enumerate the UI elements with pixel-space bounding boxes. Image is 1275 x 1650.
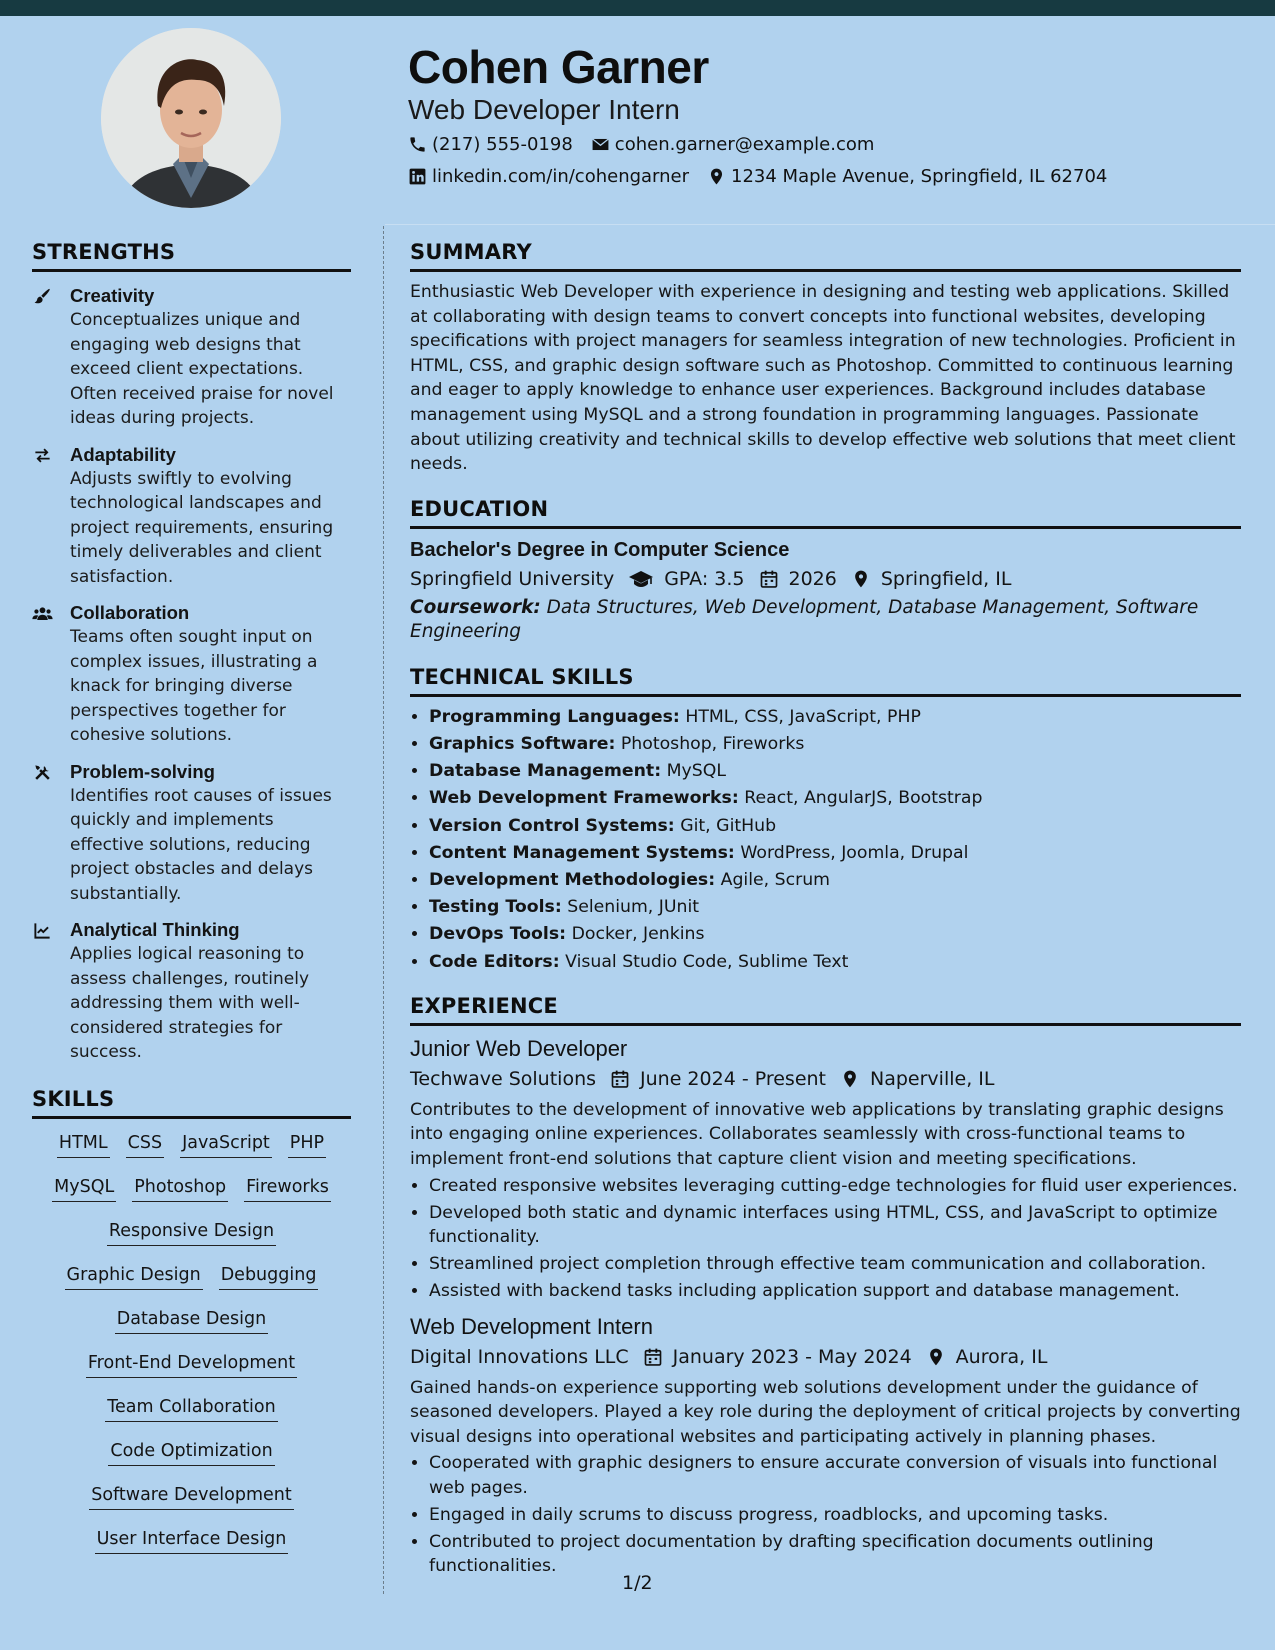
strength-title: Collaboration: [70, 602, 190, 623]
column-divider: [383, 226, 384, 1594]
arrows-exchange-icon: [32, 446, 53, 465]
strength-title: Adaptability: [70, 443, 176, 465]
skill-tag: Code Optimization: [108, 1439, 274, 1466]
left-column: [32, 240, 351, 1554]
gpa: GPA: 3.5: [664, 567, 745, 590]
job-meta: [410, 1068, 1241, 1090]
skill-tag: Photoshop: [132, 1175, 228, 1202]
top-bar: [0, 0, 1275, 16]
tools-icon: [32, 763, 53, 782]
skill-tag: HTML: [57, 1131, 110, 1158]
strength-description: Adjusts swiftly to evolving technological landscapes and project requirements, ensuring timely deliverables and client satisfaction.: [70, 468, 334, 587]
list-item: • Graphics Software: Photoshop, Fireworks: [429, 732, 1241, 756]
coursework: Coursework: Data Structures, Web Development, Database Management, Software Engineering: [410, 596, 1199, 643]
header-divider: [385, 224, 1275, 225]
skill-tag: PHP: [288, 1131, 326, 1158]
envelope-icon: [591, 135, 610, 154]
technical-skills-heading: TECHNICAL SKILLS: [410, 665, 1241, 697]
paintbrush-icon: [32, 287, 53, 306]
school-name: Springfield University: [410, 567, 615, 590]
skill-tag: Graphic Design: [65, 1263, 203, 1290]
list-item: • Testing Tools: Selenium, JUnit: [429, 895, 1241, 919]
graduation-year: 2026: [788, 567, 837, 590]
job-bullets: [410, 1174, 1241, 1304]
contact-linkedin[interactable]: linkedin.com/in/cohengarner: [408, 166, 689, 187]
list-item: • Web Development Frameworks: React, AngularJS, Bootstrap: [429, 786, 1241, 810]
strength-title: Creativity: [70, 285, 155, 306]
strength-item: [32, 443, 351, 590]
technical-skills-section: [410, 665, 1241, 974]
skill-tag: Team Collaboration: [105, 1395, 277, 1422]
map-pin-icon: [926, 1347, 946, 1367]
right-column: [410, 240, 1241, 1581]
skill-tag: Fireworks: [244, 1175, 331, 1202]
job-entry: [410, 1036, 1241, 1304]
summary-heading: SUMMARY: [410, 240, 1241, 272]
list-item: • Programming Languages: HTML, CSS, JavaScript, PHP: [429, 705, 1241, 729]
job-title: Junior Web Developer: [410, 1035, 628, 1061]
linkedin-icon: [408, 167, 427, 186]
strength-title: Problem-solving: [70, 760, 215, 782]
candidate-title: Web Developer Intern: [408, 94, 680, 125]
job-bullets: [410, 1451, 1241, 1578]
list-item: • Engaged in daily scrums to discuss progress, roadblocks, and upcoming tasks.: [429, 1503, 1241, 1527]
degree-title: Bachelor's Degree in Computer Science: [410, 538, 790, 561]
list-item: • Developed both static and dynamic interfaces using HTML, CSS, and JavaScript to optimize functionality.: [429, 1201, 1241, 1249]
strength-description: Conceptualizes unique and engaging web designs that exceed client expectations. Often received praise for novel ideas during projects.: [70, 310, 334, 428]
summary-text: Enthusiastic Web Developer with experience in designing and testing web applications. Skilled at collaborating with design teams to convert concepts into functional websites, developing specifications with project managers for seamless integration of new technologies. Proficient in HTML, CSS, and graphic design software such as Photoshop. Committed to continuous learning and eager to apply knowledge to enhance user experiences. Background includes database management using MySQL and a strong foundation in programming languages. Passionate about utilizing creativity and technical skills to develop effective web solutions that meet client needs.: [410, 282, 1236, 475]
skills-tags: [32, 1131, 351, 1554]
skill-tag: JavaScript: [180, 1131, 272, 1158]
strength-item: [32, 601, 351, 748]
education-heading: EDUCATION: [410, 497, 1241, 529]
job-location: Naperville, IL: [870, 1067, 995, 1090]
job-dates: June 2024 - Present: [640, 1067, 827, 1090]
list-item: • Streamlined project completion through effective team communication and collaboration.: [429, 1252, 1241, 1276]
job-location: Aurora, IL: [955, 1345, 1048, 1368]
job-dates: January 2023 - May 2024: [672, 1345, 912, 1368]
company-name: Techwave Solutions: [410, 1067, 597, 1090]
list-item: • Version Control Systems: Git, GitHub: [429, 814, 1241, 838]
skill-tag: Front-End Development: [86, 1351, 297, 1378]
list-item: • Code Editors: Visual Studio Code, Sublime Text: [429, 950, 1241, 974]
list-item: • Contributed to project documentation by drafting specification documents outlining functionalities.: [429, 1530, 1241, 1578]
strength-description: Teams often sought input on complex issues, illustrating a knack for bringing diverse perspectives together for cohesive solutions.: [70, 627, 318, 745]
list-item: • Created responsive websites leveraging cutting-edge technologies for fluid user experiences.: [429, 1174, 1241, 1198]
skills-heading: SKILLS: [32, 1087, 351, 1119]
skill-tag: MySQL: [52, 1175, 116, 1202]
experience-section: [410, 994, 1241, 1579]
users-icon: [32, 604, 53, 623]
list-item: • Cooperated with graphic designers to ensure accurate conversion of visuals into functional web pages.: [429, 1451, 1241, 1499]
calendar-icon: [759, 569, 779, 589]
candidate-name: Cohen Garner: [408, 41, 709, 93]
map-pin-icon: [851, 569, 871, 589]
skill-tag: Responsive Design: [107, 1219, 276, 1246]
education-meta: [410, 568, 1241, 590]
profile-photo: [101, 28, 281, 208]
company-name: Digital Innovations LLC: [410, 1345, 629, 1368]
calendar-icon: [643, 1347, 663, 1367]
job-summary: Contributes to the development of innovative web applications by translating graphic designs into engaging online experiences. Collaborates seamlessly with cross-functional teams to implement front-end solutions that capture client vision and meeting specifications.: [410, 1099, 1224, 1169]
skill-tag: Software Development: [89, 1483, 294, 1510]
list-item: • Assisted with backend tasks including application support and database management.: [429, 1279, 1241, 1303]
skill-tag: CSS: [126, 1131, 164, 1158]
list-item: • Development Methodologies: Agile, Scrum: [429, 868, 1241, 892]
strength-description: Identifies root causes of issues quickly and implements effective solutions, reducing project obstacles and delays substantially.: [70, 785, 332, 904]
calendar-icon: [610, 1069, 630, 1089]
chart-line-icon: [32, 921, 53, 940]
job-summary: Gained hands-on experience supporting web solutions development under the guidance of seasoned developers. Played a key role during the deployment of critical projects by converting visual designs into operational websites and participating actively in planning phases.: [410, 1377, 1241, 1447]
strengths-heading: STRENGTHS: [32, 240, 351, 272]
strength-item: [32, 284, 351, 431]
map-pin-icon: [707, 167, 726, 186]
contact-phone[interactable]: (217) 555-0198: [408, 134, 573, 155]
experience-heading: EXPERIENCE: [410, 994, 1241, 1026]
contact-row-1: [408, 134, 874, 155]
strength-item: [32, 918, 351, 1065]
technical-skills-list: [410, 705, 1241, 974]
strengths-list: [32, 284, 351, 1065]
map-pin-icon: [840, 1069, 860, 1089]
skill-tag: User Interface Design: [95, 1527, 289, 1554]
job-title: Web Development Intern: [410, 1313, 653, 1339]
contact-email[interactable]: cohen.garner@example.com: [591, 134, 875, 155]
contact-row-2: [408, 166, 1107, 187]
skill-tag: Database Design: [115, 1307, 269, 1334]
list-item: • Content Management Systems: WordPress, Joomla, Drupal: [429, 841, 1241, 865]
list-item: • DevOps Tools: Docker, Jenkins: [429, 922, 1241, 946]
phone-icon: [408, 135, 427, 154]
job-meta: [410, 1346, 1241, 1368]
strength-title: Analytical Thinking: [70, 919, 240, 940]
contact-address: 1234 Maple Avenue, Springfield, IL 62704: [707, 166, 1107, 187]
job-entry: [410, 1314, 1241, 1579]
list-item: • Database Management: MySQL: [429, 759, 1241, 783]
strength-item: [32, 760, 351, 907]
school-location: Springfield, IL: [880, 567, 1012, 590]
skill-tag: Debugging: [219, 1263, 319, 1290]
page-number: 1/2: [622, 1572, 653, 1594]
graduation-cap-icon: [628, 569, 654, 589]
education-section: [410, 497, 1241, 645]
strength-description: Applies logical reasoning to assess challenges, routinely addressing them with well-considered strategies for success.: [70, 944, 310, 1062]
